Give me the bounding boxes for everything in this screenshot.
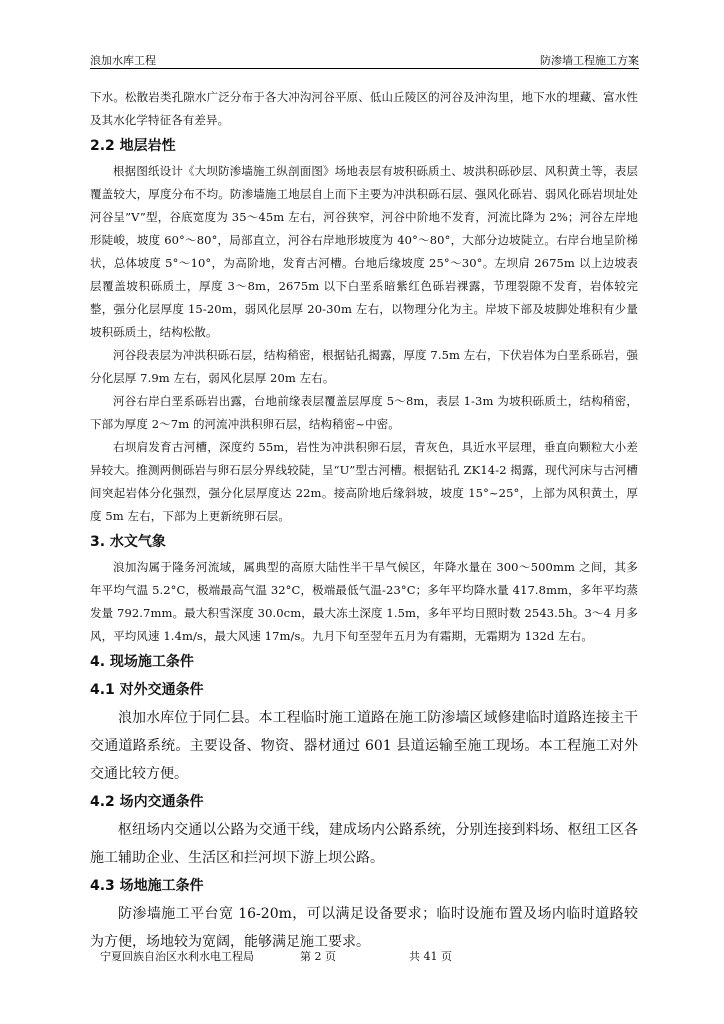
footer-total-pages: 共 41 页 — [409, 950, 452, 963]
section-heading-4-2: 4.2 场内交通条件 — [90, 794, 204, 810]
paragraph-right-abutment: 右坝肩发育古河槽，深度约 55m，岩性为冲洪积卵石层，青灰色，具近水平层理，垂直向颗粒大小差异较大。推测两侧砾岩与卵石层分界线较陡，呈“U”型古河槽。根据钻孔 ZK14-2 揭露，现代河床与古河槽间突起岩体分化强烈，强分化层厚度达 22m。接高阶地后缘斜坡，坡度 15°~25°，上部为风积黄土，厚度 5m 左右，下部为上更新统卵石层。 — [90, 440, 638, 523]
section-heading-2-2: 2.2 地层岩性 — [90, 138, 176, 154]
paragraph-external-traffic: 浪加水库位于同仁县。本工程临时施工道路在施工防渗墙区域修建临时道路连接主干交通道路系统。主要设备、物资、器材通过 601 县道运输至施工现场。本工程施工对外交通比较方便。 — [90, 710, 638, 782]
paragraph-hydrology-climate: 浪加沟属于隆务河流域，属典型的高原大陆性半干旱气候区，年降水量在 300～500mm 之间，其多年平均气温 5.2°C，极端最高气温 32°C，极端最低气温-23°C；多年平均降水量 417.8mm，多年平均蒸发量 792.7mm。最大积雪深度 30.0cm，最大冻土深度 1.5m，多年平均日照时数 2543.5h。3～4 月多风，平均风速 1.4m/s，最大风速 17m/s。九月下旬至翌年五月为有霜期，无霜期为 132d 左右。 — [90, 560, 638, 643]
paragraph-groundwater-continued: 下水。松散岩类孔隙水广泛分布于各大冲沟河谷平原、低山丘陵区的河谷及沖沟里，地下水的埋藏、富水性及其水化学特征各有差异。 — [90, 90, 638, 127]
paragraph-internal-traffic: 枢纽场内交通以公路为交通干线，建成场内公路系统，分别连接到料场、枢纽工区各施工辅助企业、生活区和拦河坝下游上坝公路。 — [90, 822, 638, 866]
paragraph-right-bank: 河谷右岸白垩系砾岩出露，台地前缘表层覆盖层厚度 5～8m，表层 1-3m 为坡积砾质土，结构稍密，下部为厚度 2～7m 的河流冲洪积卵石层，结构稍密~中密。 — [90, 394, 638, 431]
header-document-title: 防渗墙工程施工方案 — [540, 54, 639, 67]
paragraph-riverbed-section: 河谷段表层为冲洪积砾石层，结构稍密，根据钻孔揭露，厚度 7.5m 左右，下伏岩体为白垩系砾岩，强分化层厚 7.9m 左右，弱风化层厚 20m 左右。 — [90, 348, 638, 385]
paragraph-site-conditions: 防渗墙施工平台宽 16-20m，可以满足设备要求；临时设施布置及场内临时道路较为方便，场地较为宽阔，能够满足施工要求。 — [90, 906, 638, 950]
section-heading-4: 4. 现场施工条件 — [90, 654, 194, 670]
footer-page-number: 第 2 页 — [300, 950, 336, 963]
section-heading-4-3: 4.3 场地施工条件 — [90, 878, 204, 894]
footer-organization: 宁夏回族自治区水利水电工程局 — [100, 950, 254, 963]
page-header — [90, 50, 639, 69]
section-heading-4-1: 4.1 对外交通条件 — [90, 682, 204, 698]
page-content — [90, 86, 638, 956]
section-heading-3: 3. 水文气象 — [90, 534, 166, 550]
paragraph-stratum-lithology: 根据图纸设计《大坝防渗墙施工纵剖面图》场地表层有坡积砾质土、坡洪积砾砂层、风积黄土等，表层覆盖较大，厚度分布不均。防渗墙施工地层自上而下主要为冲洪积砾石层、强风化砾岩、弱风化砾岩坝址处河谷呈”V”型，谷底宽度为 35～45m 左右，河谷狭窄，河谷中阶地不发育，河流比降为 2%；河谷左岸地形陡峻，坡度 60°～80°，局部直立，河谷右岸地形坡度为 40°～80°，大部分边坡陡立。右岸台地呈阶梯状，总体坡度 5°～10°，为高阶地，发育古河槽。台地后缘坡度 25°～30°。左坝肩 2675m 以上边坡表层覆盖坡积砾质土，厚度 3～8m，2675m 以下白垩系暗紫红色砾岩裸露，节理裂隙不发育，岩体较完整，强分化层厚度 15-20m，弱风化层厚 20-30m 左右，以物理分化为主。岸坡下部及坡脚处堆积有少量坡积砾质土，结构松散。 — [90, 164, 638, 339]
header-project-name: 浪加水库工程 — [90, 54, 156, 67]
